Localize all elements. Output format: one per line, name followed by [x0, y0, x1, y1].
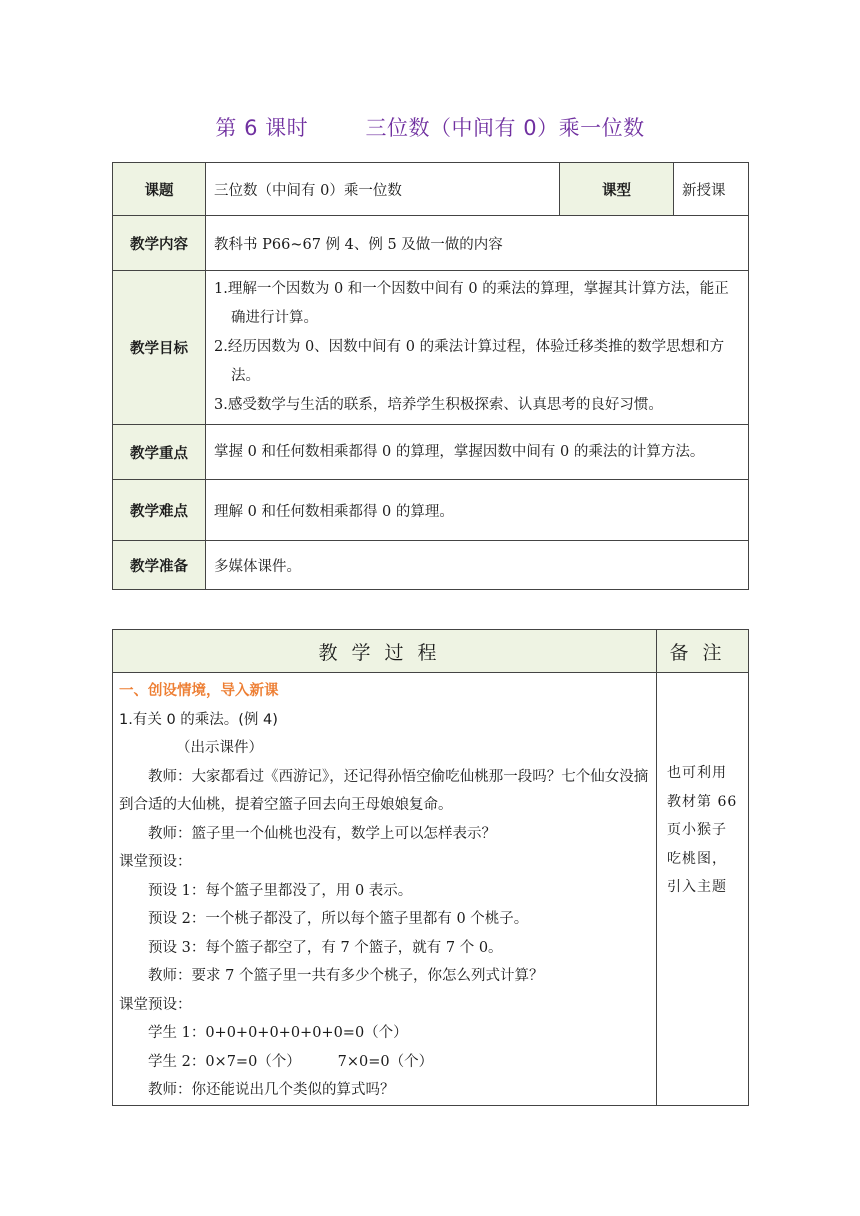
type-value: 新授课	[674, 163, 749, 216]
key-value: 掌握 0 和任何数相乘都得 0 的算理，掌握因数中间有 0 的乘法的计算方法。	[206, 425, 749, 480]
goal-label: 教学目标	[113, 271, 206, 425]
process-line: 教师：大家都看过《西游记》，还记得孙悟空偷吃仙桃那一段吗？七个仙女没摘到合适的大仙桃，提着空篮子回去向王母娘娘复命。	[119, 768, 649, 813]
topic-label: 课题	[113, 163, 206, 216]
process-line: 课堂预设：	[119, 854, 192, 870]
process-line: 教师：篮子里一个仙桃也没有，数学上可以怎样表示？	[148, 825, 496, 842]
key-label: 教学重点	[113, 425, 206, 480]
goal-item: 2.经历因数为 0、因数中间有 0 的乘法计算过程，体验迁移类推的数学思想和方法。	[214, 339, 725, 384]
goal-list	[206, 271, 749, 425]
process-line: 课堂预设：	[119, 996, 192, 1013]
content-label: 教学内容	[113, 216, 206, 271]
type-label: 课型	[560, 163, 674, 216]
content-value: 教科书 P66~67 例 4、例 5 及做一做的内容	[206, 216, 749, 271]
page-title: 第 6 课时 三位数（中间有 0）乘一位数	[215, 116, 645, 140]
note-header: 备注	[657, 630, 749, 673]
lesson-info-table	[112, 162, 749, 590]
process-line: 学生 1：0+0+0+0+0+0+0=0（个）	[148, 1025, 408, 1041]
difficulty-value: 理解 0 和任何数相乘都得 0 的算理。	[206, 480, 749, 541]
process-body	[113, 673, 657, 1106]
prep-label: 教学准备	[113, 541, 206, 590]
process-line: 预设 2：一个桃子都没了，所以每个篮子里都有 0 个桃子。	[148, 911, 529, 927]
side-note: 也可利用教材第 66 页小猴子吃桃图，引入主题	[657, 673, 749, 1106]
goal-item: 1.理解一个因数为 0 和一个因数中间有 0 的乘法的算理，掌握其计算方法，能正确进行计算。	[214, 281, 729, 326]
process-header: 教学过程	[113, 630, 657, 673]
subsection-heading: 1.有关 0 的乘法。(例 4)	[119, 711, 278, 728]
prep-value: 多媒体课件。	[206, 541, 749, 590]
process-line: 预设 1：每个篮子里都没了，用 0 表示。	[148, 882, 413, 899]
process-line: 教师：要求 7 个篮子里一共有多少个桃子，你怎么列式计算？	[148, 968, 544, 984]
teaching-process-table	[112, 629, 749, 1106]
process-line: 教师：你还能说出几个类似的算式吗？	[148, 1082, 395, 1098]
difficulty-label: 教学难点	[113, 480, 206, 541]
section-heading: 一、创设情境，导入新课	[119, 683, 279, 699]
process-line: 学生 2：0×7=0（个） 7×0=0（个）	[148, 1053, 434, 1070]
process-line: （出示课件）	[176, 740, 263, 756]
process-line: 预设 3：每个篮子都空了，有 7 个篮子，就有 7 个 0。	[148, 939, 503, 956]
goal-item: 3.感受数学与生活的联系，培养学生积极探索、认真思考的良好习惯。	[214, 397, 663, 413]
topic-value: 三位数（中间有 0）乘一位数	[206, 163, 560, 216]
